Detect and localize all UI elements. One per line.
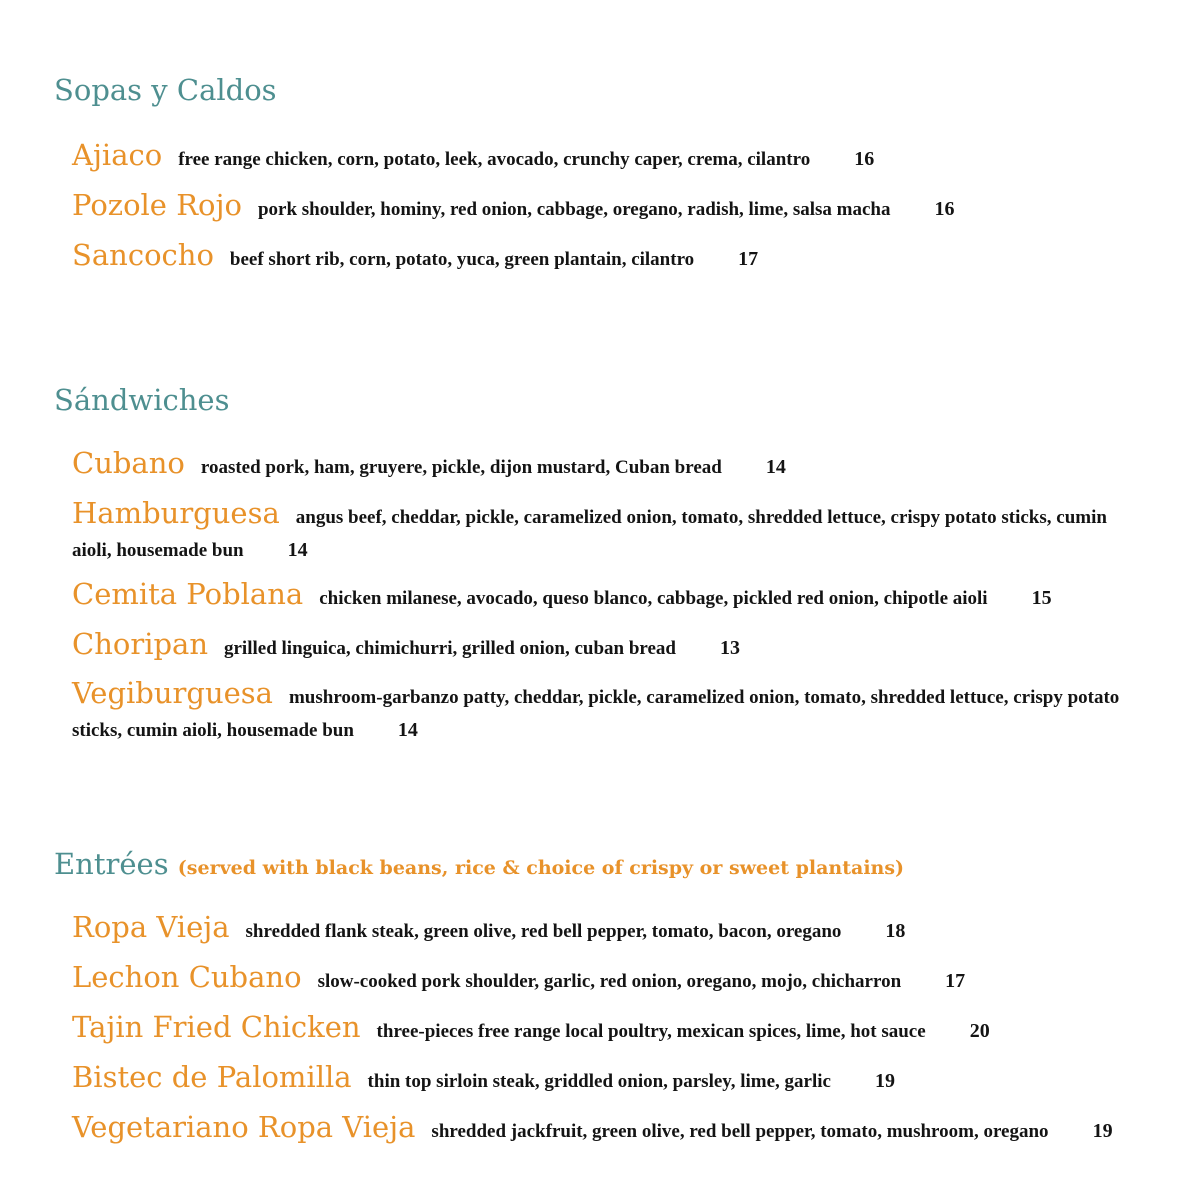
item-name: Sancocho <box>72 238 214 272</box>
section-title-text: Sándwiches <box>54 383 230 417</box>
menu-item-lechon-cubano <box>72 960 1122 998</box>
item-name: Vegiburguesa <box>72 676 273 710</box>
section-title-text: Entrées <box>54 847 169 881</box>
section-title-entrees <box>54 846 904 886</box>
item-price: 13 <box>720 637 740 659</box>
item-price: 14 <box>765 456 786 478</box>
section-title-sopas-y-caldos <box>54 72 277 108</box>
item-description: thin top sirloin steak, griddled onion, parsley, lime, garlic <box>367 1071 831 1092</box>
menu-item-sancocho <box>72 238 1122 276</box>
menu-item-ajiaco <box>72 138 1122 176</box>
item-description: grilled linguica, chimichurri, grilled onion, cuban bread <box>224 638 676 659</box>
item-price: 16 <box>934 198 955 220</box>
item-description: roasted pork, ham, gruyere, pickle, dijon mustard, Cuban bread <box>200 457 722 478</box>
item-description: pork shoulder, hominy, red onion, cabbage, oregano, radish, lime, salsa macha <box>257 199 891 220</box>
item-description: three-pieces free range local poultry, mexican spices, lime, hot sauce <box>376 1021 926 1042</box>
item-name: Bistec de Palomilla <box>72 1060 352 1094</box>
menu-item-cubano <box>72 446 1122 484</box>
item-price: 17 <box>738 248 759 270</box>
item-description: mushroom-garbanzo patty, cheddar, pickle, caramelized onion, tomato, shredded lettuce, crispy potato sticks, cumin aioli, housemade bun <box>72 687 1120 741</box>
item-price: 19 <box>1092 1120 1113 1142</box>
section-title-text: Sopas y Caldos <box>54 73 277 107</box>
item-description: shredded flank steak, green olive, red bell pepper, tomato, bacon, oregano <box>245 921 842 942</box>
item-name: Hamburguesa <box>72 496 280 530</box>
item-description: beef short rib, corn, potato, yuca, green plantain, cilantro <box>229 249 695 270</box>
item-name: Lechon Cubano <box>72 960 302 994</box>
item-price: 14 <box>397 719 418 741</box>
menu-item-choripan <box>72 627 1122 665</box>
menu-item-pozole-rojo <box>72 188 1122 226</box>
section-title-sandwiches <box>54 382 229 418</box>
menu-item-vegiburguesa <box>72 677 1122 747</box>
item-name: Choripan <box>72 627 208 661</box>
item-description: shredded jackfruit, green olive, red bell pepper, tomato, mushroom, oregano <box>431 1121 1049 1142</box>
item-price: 19 <box>874 1070 895 1092</box>
item-name: Cemita Poblana <box>72 577 304 611</box>
item-name: Pozole Rojo <box>72 188 242 222</box>
item-name: Ropa Vieja <box>72 910 230 944</box>
item-name: Tajin Fried Chicken <box>72 1010 361 1044</box>
item-price: 15 <box>1031 587 1052 609</box>
item-price: 17 <box>945 970 966 992</box>
item-price: 16 <box>854 148 875 170</box>
item-name: Cubano <box>72 446 185 480</box>
menu-item-bistec-de-palomilla <box>72 1060 1122 1098</box>
item-price: 18 <box>885 920 906 942</box>
menu-item-tajin-fried-chicken <box>72 1010 1122 1048</box>
item-price: 20 <box>969 1020 990 1042</box>
item-description: slow-cooked pork shoulder, garlic, red onion, oregano, mojo, chicharron <box>317 971 902 992</box>
item-name: Ajiaco <box>72 138 163 172</box>
section-note: (served with black beans, rice & choice of crispy or sweet plantains) <box>177 857 905 879</box>
item-name: Vegetariano Ropa Vieja <box>72 1110 416 1144</box>
item-description: free range chicken, corn, potato, leek, avocado, crunchy caper, crema, cilantro <box>178 149 811 170</box>
item-description: chicken milanese, avocado, queso blanco, cabbage, pickled red onion, chipotle aioli <box>319 588 988 609</box>
menu-item-cemita-poblana <box>72 577 1122 615</box>
item-price: 14 <box>287 539 308 561</box>
menu-item-ropa-vieja <box>72 910 1122 948</box>
item-description: angus beef, cheddar, pickle, caramelized onion, tomato, shredded lettuce, crispy potato sticks, cumin aioli, housemade bun <box>72 507 1107 561</box>
menu-item-hamburguesa <box>72 497 1122 567</box>
menu-item-vegetariano-ropa-vieja <box>72 1110 1122 1148</box>
